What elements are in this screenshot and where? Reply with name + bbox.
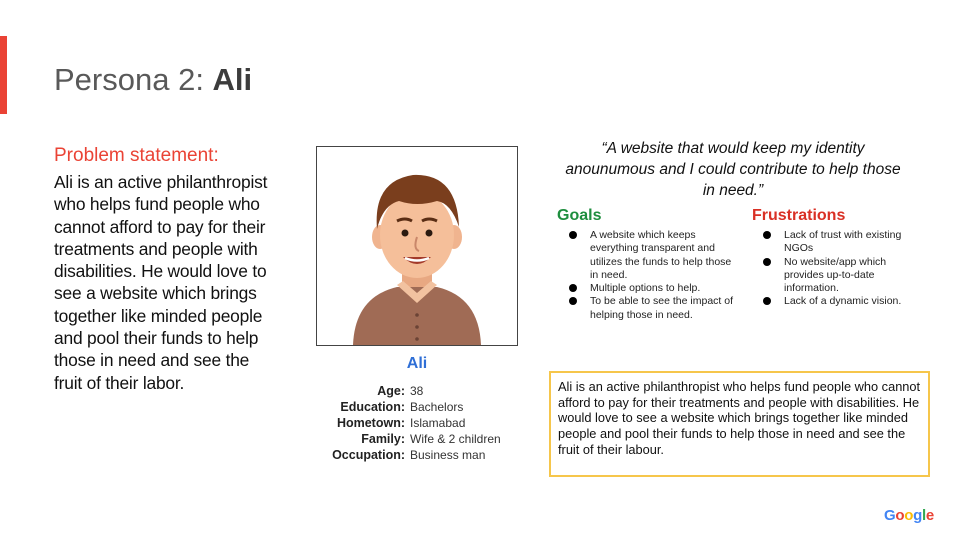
persona-summary-box: Ali is an active philanthropist who helps fund people who cannot afford to pay for their treatments and people with disabilities. He would love to see a website which brings together like minded people and pool their funds to help those in need and see the fruit of their labour. xyxy=(549,371,930,477)
goal-item: A website which keeps everything transparent and utilizes the funds to help those in need. xyxy=(568,229,738,282)
detail-row-hometown xyxy=(300,415,501,431)
detail-row-occupation xyxy=(300,447,501,463)
logo-letter: g xyxy=(913,507,922,524)
title-name: Ali xyxy=(212,62,253,97)
accent-bar xyxy=(0,36,7,114)
detail-value: Islamabad xyxy=(410,416,466,430)
logo-letter: o xyxy=(904,507,914,524)
persona-details xyxy=(300,383,501,463)
frustration-item: Lack of a dynamic vision. xyxy=(762,295,922,308)
detail-row-family xyxy=(300,431,501,447)
problem-statement-text: Ali is an active philanthropist who helps fund people who cannot afford to pay for their treatments and people with disabilities. He would love to see a website which brings together like minded people and pool their funds to help those in need and see the fruit of their labor. xyxy=(54,172,268,393)
goal-item: To be able to see the impact of helping those in need. xyxy=(568,295,738,322)
persona-name: Ali xyxy=(406,355,428,372)
frustration-item: Lack of trust with existing NGOs xyxy=(762,229,922,256)
detail-value: Bachelors xyxy=(410,400,464,414)
detail-value: Business man xyxy=(410,448,486,462)
detail-row-education xyxy=(300,399,501,415)
problem-statement-heading: Problem statement: xyxy=(54,145,219,166)
logo-letter: o xyxy=(895,507,905,524)
logo-letter: l xyxy=(922,507,926,524)
goals-heading: Goals xyxy=(557,207,602,224)
logo-letter: G xyxy=(884,507,896,524)
detail-label: Age: xyxy=(377,384,405,398)
google-logo xyxy=(884,507,934,524)
detail-value: 38 xyxy=(410,384,424,398)
detail-row-age xyxy=(300,383,501,399)
detail-label: Occupation: xyxy=(332,448,405,462)
detail-label: Family: xyxy=(361,432,405,446)
logo-letter: e xyxy=(925,507,934,524)
frustrations-list xyxy=(762,229,922,309)
detail-value: Wife & 2 children xyxy=(410,432,501,446)
persona-photo xyxy=(316,146,518,346)
title-prefix: Persona 2: xyxy=(54,62,213,97)
goals-list xyxy=(568,229,738,322)
slide-title xyxy=(54,62,252,98)
frustration-item: No website/app which provides up-to-date information. xyxy=(762,256,922,296)
detail-label: Hometown: xyxy=(336,416,405,430)
persona-avatar-icon xyxy=(317,147,517,345)
detail-label: Education: xyxy=(340,400,405,414)
frustrations-heading: Frustrations xyxy=(752,207,846,224)
persona-quote: “A website that would keep my identity anounumous and I could contribute to help those in need.” xyxy=(565,140,901,199)
goal-item: Multiple options to help. xyxy=(568,282,738,295)
